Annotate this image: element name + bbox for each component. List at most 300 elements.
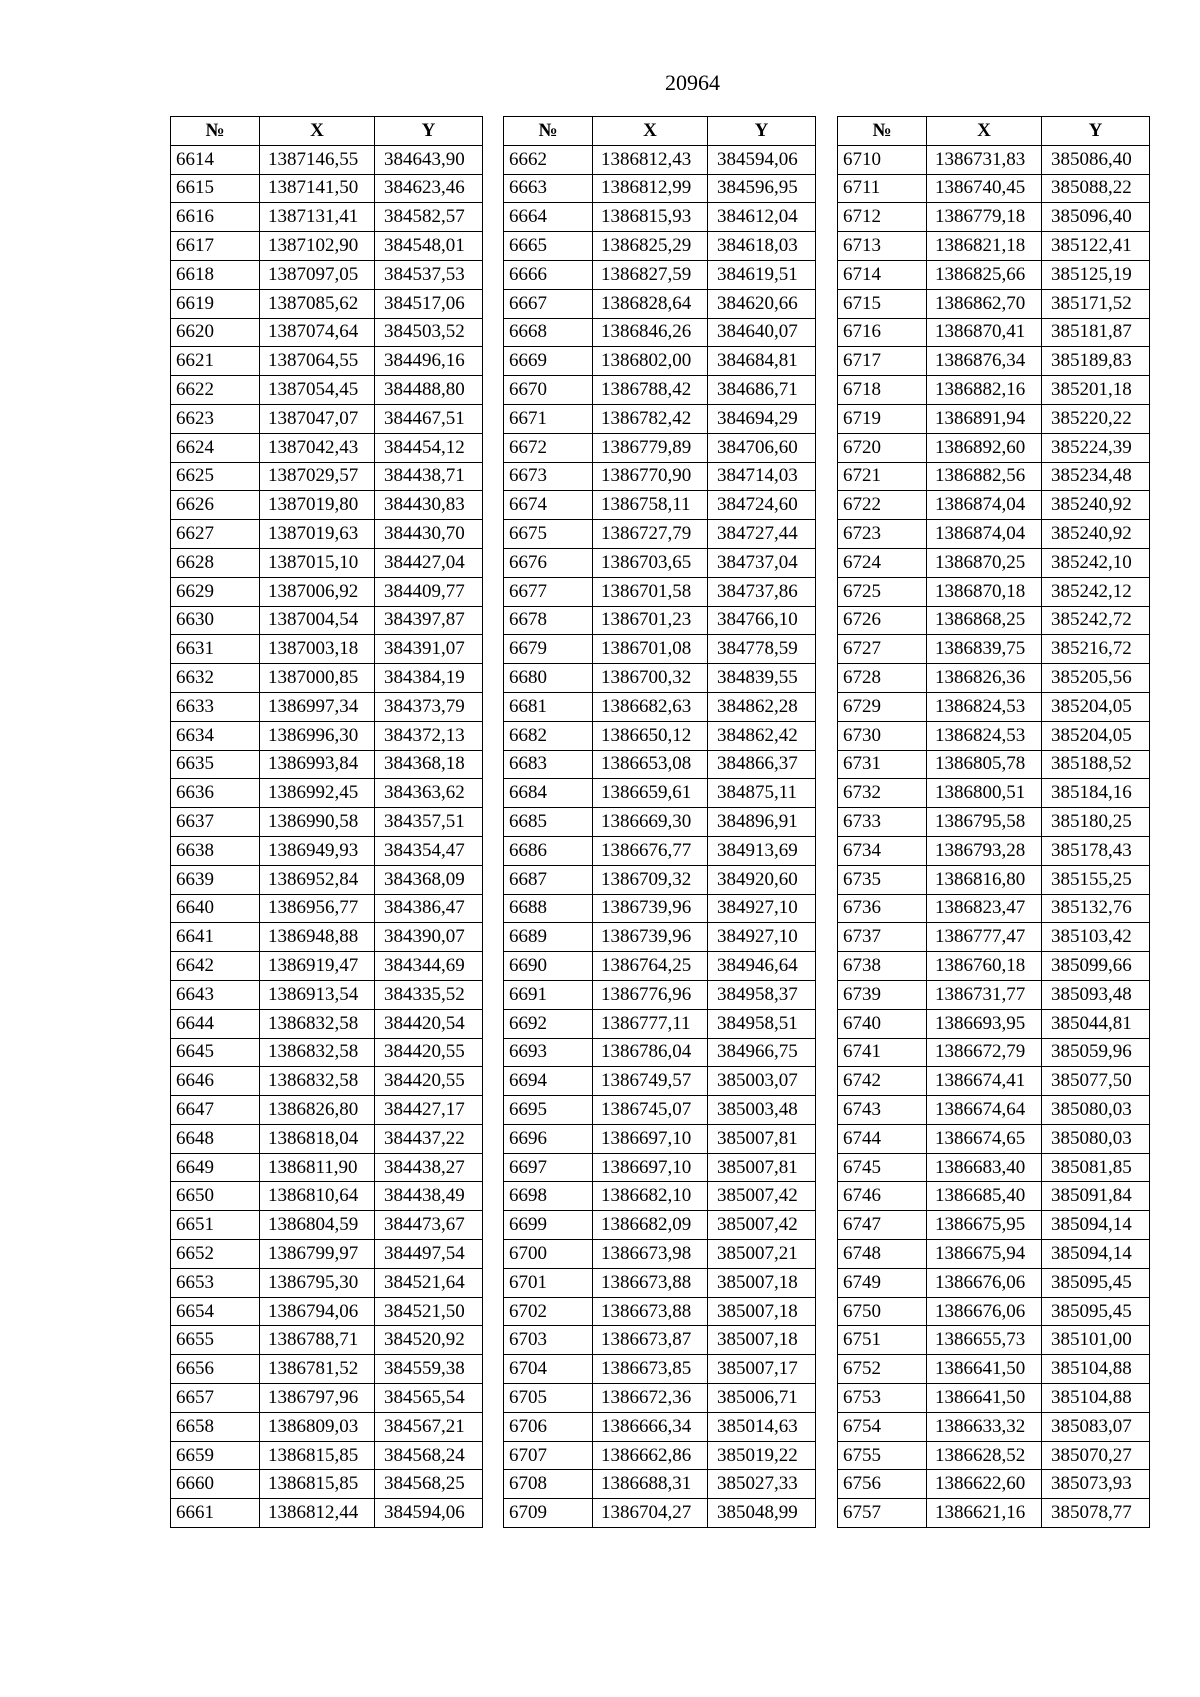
table-row — [838, 462, 1150, 491]
y-coordinate-cell: 384727,44 — [708, 520, 816, 549]
table-row — [838, 1326, 1150, 1355]
point-number-cell: 6710 — [838, 145, 927, 174]
point-number-cell: 6664 — [504, 203, 593, 232]
point-number-cell: 6706 — [504, 1412, 593, 1441]
column-header-y: Y — [1042, 117, 1150, 146]
y-coordinate-cell: 384862,28 — [708, 692, 816, 721]
x-coordinate-cell: 1386693,95 — [927, 1009, 1042, 1038]
x-coordinate-cell: 1386675,95 — [927, 1211, 1042, 1240]
table-row — [838, 1182, 1150, 1211]
y-coordinate-cell: 385181,87 — [1042, 318, 1150, 347]
y-coordinate-cell: 385095,45 — [1042, 1297, 1150, 1326]
y-coordinate-cell: 385189,83 — [1042, 347, 1150, 376]
y-coordinate-cell: 384686,71 — [708, 376, 816, 405]
y-coordinate-cell: 384373,79 — [375, 692, 483, 721]
y-coordinate-cell: 384839,55 — [708, 664, 816, 693]
y-coordinate-cell: 384714,03 — [708, 462, 816, 491]
point-number-cell: 6733 — [838, 808, 927, 837]
x-coordinate-cell: 1386666,34 — [593, 1412, 708, 1441]
x-coordinate-cell: 1386674,41 — [927, 1067, 1042, 1096]
y-coordinate-cell: 384438,49 — [375, 1182, 483, 1211]
y-coordinate-cell: 384567,21 — [375, 1412, 483, 1441]
y-coordinate-cell: 385205,56 — [1042, 664, 1150, 693]
y-coordinate-cell: 385099,66 — [1042, 952, 1150, 981]
y-coordinate-cell: 384643,90 — [375, 145, 483, 174]
x-coordinate-cell: 1386674,65 — [927, 1124, 1042, 1153]
x-coordinate-cell: 1387102,90 — [260, 232, 375, 261]
x-coordinate-cell: 1386701,58 — [593, 577, 708, 606]
point-number-cell: 6712 — [838, 203, 927, 232]
y-coordinate-cell: 385240,92 — [1042, 491, 1150, 520]
point-number-cell: 6668 — [504, 318, 593, 347]
point-number-cell: 6685 — [504, 808, 593, 837]
table-row — [171, 808, 483, 837]
x-coordinate-cell: 1386816,80 — [927, 865, 1042, 894]
y-coordinate-cell: 385014,63 — [708, 1412, 816, 1441]
table-row — [838, 980, 1150, 1009]
y-coordinate-cell: 384537,53 — [375, 260, 483, 289]
x-coordinate-cell: 1386781,52 — [260, 1355, 375, 1384]
point-number-cell: 6698 — [504, 1182, 593, 1211]
y-coordinate-cell: 384618,03 — [708, 232, 816, 261]
table-row — [504, 952, 816, 981]
y-coordinate-cell: 384357,51 — [375, 808, 483, 837]
x-coordinate-cell: 1386868,25 — [927, 606, 1042, 635]
point-number-cell: 6669 — [504, 347, 593, 376]
table-row — [838, 318, 1150, 347]
table-row — [171, 1268, 483, 1297]
point-number-cell: 6734 — [838, 836, 927, 865]
x-coordinate-cell: 1386956,77 — [260, 894, 375, 923]
point-number-cell: 6636 — [171, 779, 260, 808]
table-row — [838, 1355, 1150, 1384]
table-row — [838, 750, 1150, 779]
y-coordinate-cell: 385059,96 — [1042, 1038, 1150, 1067]
table-row — [504, 289, 816, 318]
x-coordinate-cell: 1387000,85 — [260, 664, 375, 693]
point-number-cell: 6641 — [171, 923, 260, 952]
y-coordinate-cell: 384335,52 — [375, 980, 483, 1009]
y-coordinate-cell: 384488,80 — [375, 376, 483, 405]
table-header-row — [504, 117, 816, 146]
x-coordinate-cell: 1387141,50 — [260, 174, 375, 203]
x-coordinate-cell: 1386882,16 — [927, 376, 1042, 405]
x-coordinate-cell: 1386825,66 — [927, 260, 1042, 289]
x-coordinate-cell: 1386794,06 — [260, 1297, 375, 1326]
table-row — [838, 1124, 1150, 1153]
x-coordinate-cell: 1386673,87 — [593, 1326, 708, 1355]
table-row — [504, 1067, 816, 1096]
y-coordinate-cell: 385094,14 — [1042, 1211, 1150, 1240]
y-coordinate-cell: 384565,54 — [375, 1384, 483, 1413]
table-row — [504, 577, 816, 606]
point-number-cell: 6617 — [171, 232, 260, 261]
y-coordinate-cell: 385220,22 — [1042, 404, 1150, 433]
table-row — [171, 462, 483, 491]
y-coordinate-cell: 385044,81 — [1042, 1009, 1150, 1038]
x-coordinate-cell: 1386727,79 — [593, 520, 708, 549]
point-number-cell: 6671 — [504, 404, 593, 433]
x-coordinate-cell: 1386673,85 — [593, 1355, 708, 1384]
point-number-cell: 6630 — [171, 606, 260, 635]
x-coordinate-cell: 1386802,00 — [593, 347, 708, 376]
table-row — [504, 1240, 816, 1269]
table-row — [504, 1211, 816, 1240]
y-coordinate-cell: 385171,52 — [1042, 289, 1150, 318]
x-coordinate-cell: 1387006,92 — [260, 577, 375, 606]
y-coordinate-cell: 385027,33 — [708, 1470, 816, 1499]
x-coordinate-cell: 1387064,55 — [260, 347, 375, 376]
table-row — [504, 232, 816, 261]
y-coordinate-cell: 384946,64 — [708, 952, 816, 981]
y-coordinate-cell: 385070,27 — [1042, 1441, 1150, 1470]
table-row — [171, 1355, 483, 1384]
y-coordinate-cell: 384391,07 — [375, 635, 483, 664]
table-row — [171, 980, 483, 1009]
table-row — [838, 260, 1150, 289]
point-number-cell: 6741 — [838, 1038, 927, 1067]
y-coordinate-cell: 384384,19 — [375, 664, 483, 693]
table-row — [171, 1067, 483, 1096]
point-number-cell: 6621 — [171, 347, 260, 376]
point-number-cell: 6627 — [171, 520, 260, 549]
y-coordinate-cell: 384640,07 — [708, 318, 816, 347]
point-number-cell: 6693 — [504, 1038, 593, 1067]
table-row — [838, 1441, 1150, 1470]
y-coordinate-cell: 385007,42 — [708, 1182, 816, 1211]
x-coordinate-cell: 1386811,90 — [260, 1153, 375, 1182]
column-header-number: № — [171, 117, 260, 146]
y-coordinate-cell: 385242,12 — [1042, 577, 1150, 606]
x-coordinate-cell: 1386758,11 — [593, 491, 708, 520]
x-coordinate-cell: 1386870,18 — [927, 577, 1042, 606]
table-row — [171, 232, 483, 261]
table-row — [838, 404, 1150, 433]
table-row — [171, 1182, 483, 1211]
table-row — [504, 520, 816, 549]
y-coordinate-cell: 384496,16 — [375, 347, 483, 376]
point-number-cell: 6665 — [504, 232, 593, 261]
table-row — [838, 692, 1150, 721]
point-number-cell: 6709 — [504, 1499, 593, 1528]
y-coordinate-cell: 384958,51 — [708, 1009, 816, 1038]
y-coordinate-cell: 384521,64 — [375, 1268, 483, 1297]
x-coordinate-cell: 1386891,94 — [927, 404, 1042, 433]
point-number-cell: 6628 — [171, 548, 260, 577]
point-number-cell: 6697 — [504, 1153, 593, 1182]
x-coordinate-cell: 1386810,64 — [260, 1182, 375, 1211]
column-header-y: Y — [375, 117, 483, 146]
point-number-cell: 6718 — [838, 376, 927, 405]
x-coordinate-cell: 1387097,05 — [260, 260, 375, 289]
point-number-cell: 6730 — [838, 721, 927, 750]
table-row — [504, 1268, 816, 1297]
coordinates-table-3 — [837, 116, 1150, 1528]
point-number-cell: 6713 — [838, 232, 927, 261]
table-row — [504, 1412, 816, 1441]
table-row — [838, 1009, 1150, 1038]
y-coordinate-cell: 385007,18 — [708, 1326, 816, 1355]
table-row — [504, 174, 816, 203]
x-coordinate-cell: 1386800,51 — [927, 779, 1042, 808]
point-number-cell: 6657 — [171, 1384, 260, 1413]
y-coordinate-cell: 385242,10 — [1042, 548, 1150, 577]
column-header-x: X — [927, 117, 1042, 146]
table-row — [838, 664, 1150, 693]
y-coordinate-cell: 384913,69 — [708, 836, 816, 865]
point-number-cell: 6747 — [838, 1211, 927, 1240]
x-coordinate-cell: 1386701,08 — [593, 635, 708, 664]
point-number-cell: 6725 — [838, 577, 927, 606]
point-number-cell: 6750 — [838, 1297, 927, 1326]
point-number-cell: 6624 — [171, 433, 260, 462]
table-row — [504, 894, 816, 923]
x-coordinate-cell: 1386832,58 — [260, 1009, 375, 1038]
x-coordinate-cell: 1386669,30 — [593, 808, 708, 837]
point-number-cell: 6692 — [504, 1009, 593, 1038]
table-row — [838, 347, 1150, 376]
y-coordinate-cell: 384438,71 — [375, 462, 483, 491]
point-number-cell: 6721 — [838, 462, 927, 491]
point-number-cell: 6614 — [171, 145, 260, 174]
table-row — [171, 577, 483, 606]
x-coordinate-cell: 1386676,77 — [593, 836, 708, 865]
x-coordinate-cell: 1386760,18 — [927, 952, 1042, 981]
point-number-cell: 6704 — [504, 1355, 593, 1384]
table-row — [838, 1268, 1150, 1297]
point-number-cell: 6755 — [838, 1441, 927, 1470]
point-number-cell: 6731 — [838, 750, 927, 779]
table-row — [504, 721, 816, 750]
point-number-cell: 6642 — [171, 952, 260, 981]
table-row — [171, 865, 483, 894]
y-coordinate-cell: 385007,17 — [708, 1355, 816, 1384]
y-coordinate-cell: 385080,03 — [1042, 1096, 1150, 1125]
table-row — [171, 260, 483, 289]
y-coordinate-cell: 384896,91 — [708, 808, 816, 837]
point-number-cell: 6756 — [838, 1470, 927, 1499]
point-number-cell: 6684 — [504, 779, 593, 808]
point-number-cell: 6638 — [171, 836, 260, 865]
table-row — [504, 1153, 816, 1182]
y-coordinate-cell: 385104,88 — [1042, 1384, 1150, 1413]
table-row — [171, 836, 483, 865]
table-row — [838, 145, 1150, 174]
y-coordinate-cell: 384409,77 — [375, 577, 483, 606]
table-row — [171, 433, 483, 462]
x-coordinate-cell: 1386826,80 — [260, 1096, 375, 1125]
y-coordinate-cell: 384517,06 — [375, 289, 483, 318]
x-coordinate-cell: 1386731,77 — [927, 980, 1042, 1009]
x-coordinate-cell: 1386809,03 — [260, 1412, 375, 1441]
table-row — [171, 318, 483, 347]
x-coordinate-cell: 1386823,47 — [927, 894, 1042, 923]
table-row — [171, 923, 483, 952]
table-row — [504, 980, 816, 1009]
point-number-cell: 6622 — [171, 376, 260, 405]
table-row — [504, 404, 816, 433]
x-coordinate-cell: 1386682,63 — [593, 692, 708, 721]
point-number-cell: 6726 — [838, 606, 927, 635]
x-coordinate-cell: 1386797,96 — [260, 1384, 375, 1413]
y-coordinate-cell: 384559,38 — [375, 1355, 483, 1384]
point-number-cell: 6736 — [838, 894, 927, 923]
point-number-cell: 6740 — [838, 1009, 927, 1038]
y-coordinate-cell: 384920,60 — [708, 865, 816, 894]
x-coordinate-cell: 1386697,10 — [593, 1124, 708, 1153]
table-row — [504, 462, 816, 491]
y-coordinate-cell: 385216,72 — [1042, 635, 1150, 664]
table-row — [171, 1441, 483, 1470]
table-row — [504, 664, 816, 693]
point-number-cell: 6702 — [504, 1297, 593, 1326]
y-coordinate-cell: 384521,50 — [375, 1297, 483, 1326]
point-number-cell: 6656 — [171, 1355, 260, 1384]
table-row — [171, 1326, 483, 1355]
y-coordinate-cell: 385081,85 — [1042, 1153, 1150, 1182]
x-coordinate-cell: 1386824,53 — [927, 721, 1042, 750]
y-coordinate-cell: 384497,54 — [375, 1240, 483, 1269]
x-coordinate-cell: 1386876,34 — [927, 347, 1042, 376]
x-coordinate-cell: 1386804,59 — [260, 1211, 375, 1240]
x-coordinate-cell: 1386650,12 — [593, 721, 708, 750]
y-coordinate-cell: 385184,16 — [1042, 779, 1150, 808]
y-coordinate-cell: 385224,39 — [1042, 433, 1150, 462]
y-coordinate-cell: 384724,60 — [708, 491, 816, 520]
x-coordinate-cell: 1386990,58 — [260, 808, 375, 837]
table-row — [838, 635, 1150, 664]
x-coordinate-cell: 1386776,96 — [593, 980, 708, 1009]
x-coordinate-cell: 1386621,16 — [927, 1499, 1042, 1528]
x-coordinate-cell: 1386832,58 — [260, 1038, 375, 1067]
table-row — [171, 779, 483, 808]
x-coordinate-cell: 1386662,86 — [593, 1441, 708, 1470]
table-row — [504, 1470, 816, 1499]
point-number-cell: 6644 — [171, 1009, 260, 1038]
point-number-cell: 6651 — [171, 1211, 260, 1240]
y-coordinate-cell: 384684,81 — [708, 347, 816, 376]
x-coordinate-cell: 1386812,43 — [593, 145, 708, 174]
table-row — [838, 923, 1150, 952]
table-row — [838, 577, 1150, 606]
point-number-cell: 6620 — [171, 318, 260, 347]
x-coordinate-cell: 1386949,93 — [260, 836, 375, 865]
point-number-cell: 6703 — [504, 1326, 593, 1355]
x-coordinate-cell: 1386628,52 — [927, 1441, 1042, 1470]
y-coordinate-cell: 385242,72 — [1042, 606, 1150, 635]
y-coordinate-cell: 384766,10 — [708, 606, 816, 635]
table-row — [838, 520, 1150, 549]
y-coordinate-cell: 384596,95 — [708, 174, 816, 203]
point-number-cell: 6751 — [838, 1326, 927, 1355]
table-row — [504, 1182, 816, 1211]
table-row — [504, 1384, 816, 1413]
point-number-cell: 6640 — [171, 894, 260, 923]
y-coordinate-cell: 385007,42 — [708, 1211, 816, 1240]
y-coordinate-cell: 384454,12 — [375, 433, 483, 462]
x-coordinate-cell: 1386676,06 — [927, 1268, 1042, 1297]
table-row — [838, 289, 1150, 318]
y-coordinate-cell: 385094,14 — [1042, 1240, 1150, 1269]
table-row — [171, 1384, 483, 1413]
point-number-cell: 6744 — [838, 1124, 927, 1153]
y-coordinate-cell: 385155,25 — [1042, 865, 1150, 894]
x-coordinate-cell: 1387074,64 — [260, 318, 375, 347]
point-number-cell: 6707 — [504, 1441, 593, 1470]
table-row — [171, 952, 483, 981]
y-coordinate-cell: 384467,51 — [375, 404, 483, 433]
table-row — [838, 1470, 1150, 1499]
x-coordinate-cell: 1386846,26 — [593, 318, 708, 347]
table-row — [838, 952, 1150, 981]
x-coordinate-cell: 1386996,30 — [260, 721, 375, 750]
x-coordinate-cell: 1386749,57 — [593, 1067, 708, 1096]
point-number-cell: 6720 — [838, 433, 927, 462]
point-number-cell: 6699 — [504, 1211, 593, 1240]
y-coordinate-cell: 385093,48 — [1042, 980, 1150, 1009]
point-number-cell: 6631 — [171, 635, 260, 664]
point-number-cell: 6705 — [504, 1384, 593, 1413]
y-coordinate-cell: 385234,48 — [1042, 462, 1150, 491]
y-coordinate-cell: 384427,17 — [375, 1096, 483, 1125]
x-coordinate-cell: 1386739,96 — [593, 923, 708, 952]
point-number-cell: 6623 — [171, 404, 260, 433]
point-number-cell: 6660 — [171, 1470, 260, 1499]
y-coordinate-cell: 384430,83 — [375, 491, 483, 520]
table-row — [171, 1297, 483, 1326]
x-coordinate-cell: 1386874,04 — [927, 520, 1042, 549]
point-number-cell: 6722 — [838, 491, 927, 520]
y-coordinate-cell: 385103,42 — [1042, 923, 1150, 952]
point-number-cell: 6679 — [504, 635, 593, 664]
y-coordinate-cell: 384503,52 — [375, 318, 483, 347]
x-coordinate-cell: 1386826,36 — [927, 664, 1042, 693]
point-number-cell: 6694 — [504, 1067, 593, 1096]
x-coordinate-cell: 1386673,88 — [593, 1297, 708, 1326]
x-coordinate-cell: 1386653,08 — [593, 750, 708, 779]
x-coordinate-cell: 1386740,45 — [927, 174, 1042, 203]
table-row — [504, 1326, 816, 1355]
y-coordinate-cell: 384368,18 — [375, 750, 483, 779]
point-number-cell: 6680 — [504, 664, 593, 693]
x-coordinate-cell: 1386739,96 — [593, 894, 708, 923]
x-coordinate-cell: 1386672,79 — [927, 1038, 1042, 1067]
x-coordinate-cell: 1386788,42 — [593, 376, 708, 405]
x-coordinate-cell: 1386795,58 — [927, 808, 1042, 837]
point-number-cell: 6626 — [171, 491, 260, 520]
table-row — [504, 923, 816, 952]
point-number-cell: 6661 — [171, 1499, 260, 1528]
x-coordinate-cell: 1387029,57 — [260, 462, 375, 491]
table-row — [504, 779, 816, 808]
x-coordinate-cell: 1386815,93 — [593, 203, 708, 232]
x-coordinate-cell: 1386777,11 — [593, 1009, 708, 1038]
table-row — [171, 1124, 483, 1153]
point-number-cell: 6615 — [171, 174, 260, 203]
table-row — [504, 865, 816, 894]
table-row — [504, 1038, 816, 1067]
column-header-x: X — [260, 117, 375, 146]
point-number-cell: 6701 — [504, 1268, 593, 1297]
y-coordinate-cell: 384958,37 — [708, 980, 816, 1009]
table-row — [504, 1441, 816, 1470]
x-coordinate-cell: 1386997,34 — [260, 692, 375, 721]
table-row — [838, 1297, 1150, 1326]
x-coordinate-cell: 1386862,70 — [927, 289, 1042, 318]
x-coordinate-cell: 1386673,88 — [593, 1268, 708, 1297]
page-number: 20964 — [665, 70, 720, 95]
table-row — [171, 1096, 483, 1125]
